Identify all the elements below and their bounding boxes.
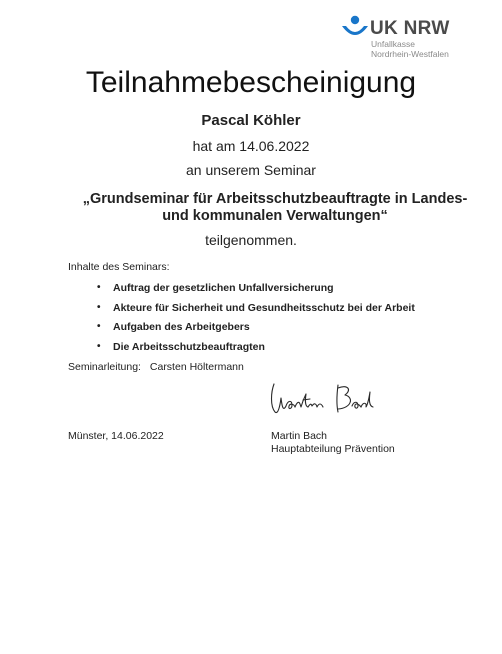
seminar-title xyxy=(60,191,490,225)
logo-mark-icon xyxy=(340,14,370,44)
bullet-icon: • xyxy=(97,340,101,352)
logo-title: UK NRW xyxy=(370,18,450,39)
topic-label: Akteure für Sicherheit und Gesundheitsschutz bei der Arbeit xyxy=(113,301,415,314)
seminar-leader-label: Seminarleitung: xyxy=(68,361,141,373)
seminar-title-line2: und kommunalen Verwaltungen“ xyxy=(162,208,388,224)
uk-nrw-logo xyxy=(340,12,480,62)
signer-department: Hauptabteilung Prävention xyxy=(271,443,395,455)
logo-subtitle-line2: Nordrhein-Westfalen xyxy=(371,49,449,59)
topic-label: Die Arbeitsschutzbeauftragten xyxy=(113,340,265,353)
bullet-icon: • xyxy=(97,321,101,332)
logo-subtitle-line1: Unfallkasse xyxy=(371,39,415,49)
contents-label: Inhalte des Seminars: xyxy=(68,261,170,273)
topic-label: Aufgaben des Arbeitgebers xyxy=(113,321,250,333)
list-item xyxy=(97,301,415,321)
topics-list xyxy=(97,281,415,359)
seminar-title-line1: „Grundseminar für Arbeitsschutzbeauftragte in Landes- xyxy=(82,191,468,207)
topic-label: Auftrag der gesetzlichen Unfallversicherung xyxy=(113,282,334,294)
participation-date: hat am 14.06.2022 xyxy=(192,138,310,154)
list-item xyxy=(97,320,415,340)
seminar-leader-name: Carsten Höltermann xyxy=(149,361,244,373)
participant-name: Pascal Köhler xyxy=(201,112,301,129)
signer-name: Martin Bach xyxy=(271,430,328,442)
participated-text: teilgenommen. xyxy=(205,232,297,248)
place-and-date: Münster, 14.06.2022 xyxy=(68,430,164,442)
handwritten-signature xyxy=(268,376,378,420)
bullet-icon: • xyxy=(97,301,101,313)
list-item xyxy=(97,281,415,301)
seminar-intro: an unserem Seminar xyxy=(186,162,316,178)
seminar-leader xyxy=(68,361,244,373)
certificate-title: Teilnahmebescheinigung xyxy=(85,66,417,99)
bullet-icon: • xyxy=(97,282,101,293)
list-item xyxy=(97,340,415,360)
